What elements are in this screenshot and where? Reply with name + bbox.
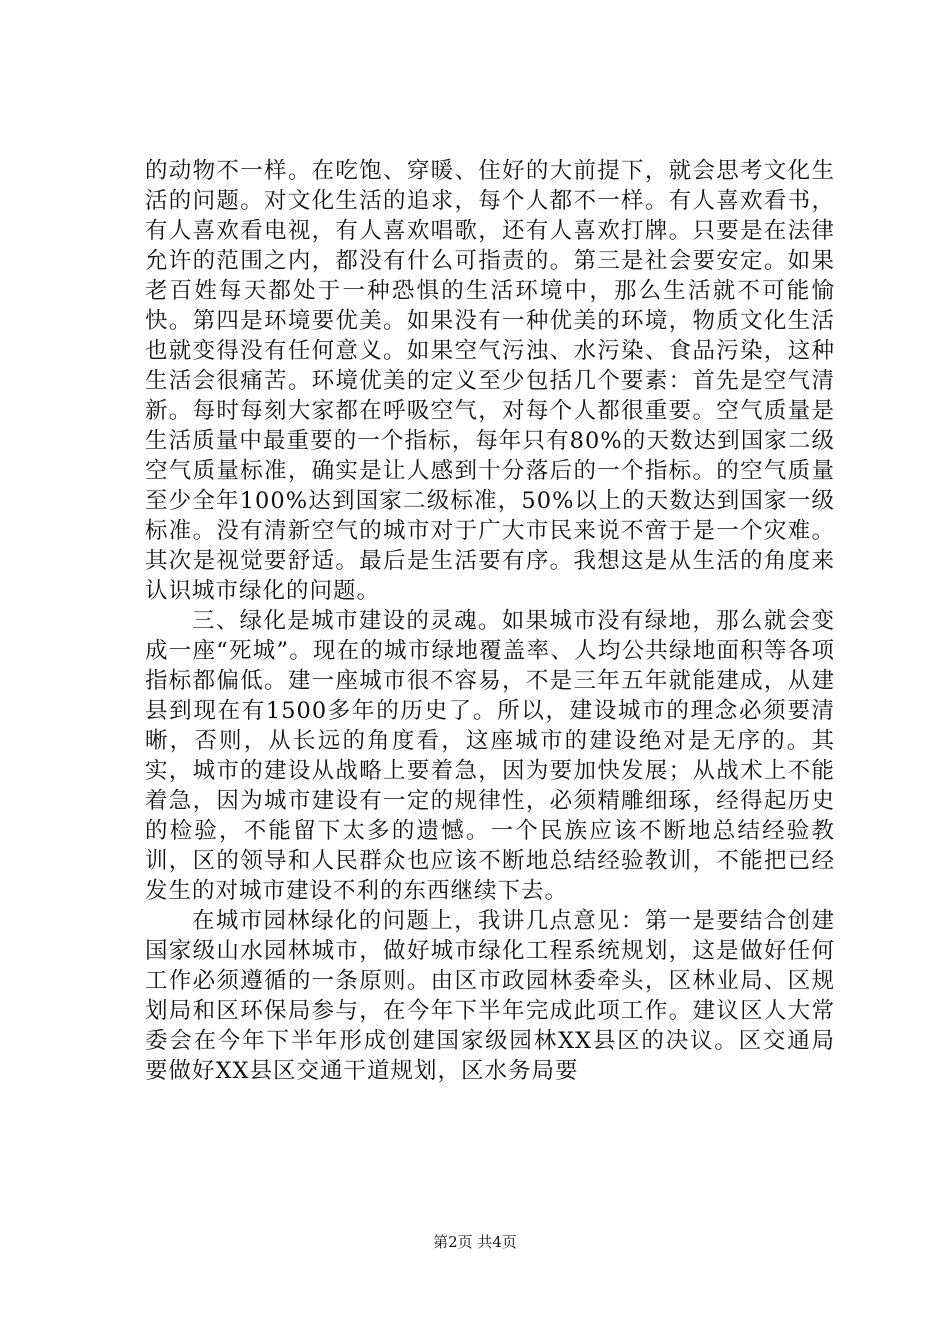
paragraph-2: 三、绿化是城市建设的灵魂。如果城市没有绿地，那么就会变成一座“死城”。现在的城市绿地覆盖率、人均公共绿地面积等各项指标都偏低。建一座城市很不容易，不是三年五年就能建成，从建县到现在有1500多年的历史了。所以，建设城市的理念必须要清晰，否则，从长远的角度看，这座城市的建设绝对是无序的。其实，城市的建设从战略上要着急，因为要加快发展；从战术上不能着急，因为城市建设有一定的规律性，必须精雕细琢，经得起历史的检验，不能留下太多的遗憾。一个民族应该不断地总结经验教训，区的领导和人民群众也应该不断地总结经验教训，不能把已经发生的对城市建设不利的东西继续下去。	[145, 608, 835, 904]
document-body	[145, 156, 835, 1086]
paragraph-1: 的动物不一样。在吃饱、穿暖、住好的大前提下，就会思考文化生活的问题。对文化生活的追求，每个人都不一样。有人喜欢看书，有人喜欢看电视，有人喜欢唱歌，还有人喜欢打牌。只要是在法律允许的范围之内，都没有什么可指责的。第三是社会要安定。如果老百姓每天都处于一种恐惧的生活环境中，那么生活就不可能愉快。第四是环境要优美。如果没有一种优美的环境，物质文化生活也就变得没有任何意义。如果空气污浊、水污染、食品污染，这种生活会很痛苦。环境优美的定义至少包括几个要素：首先是空气清新。每时每刻大家都在呼吸空气，对每个人都很重要。空气质量是生活质量中最重要的一个指标，每年只有80%的天数达到国家二级空气质量标准，确实是让人感到十分落后的一个指标。的空气质量至少全年100%达到国家二级标准，50%以上的天数达到国家一级标准。没有清新空气的城市对于广大市民来说不啻于是一个灾难。其次是视觉要舒适。最后是生活要有序。我想这是从生活的角度来认识城市绿化的问题。	[145, 158, 835, 604]
paragraph-3: 在城市园林绿化的问题上，我讲几点意见：第一是要结合创建国家级山水园林城市，做好城市绿化工程系统规划，这是做好任何工作必须遵循的一条原则。由区市政园林委牵头，区林业局、区规划局和区环保局参与，在今年下半年完成此项工作。建议区人大常委会在今年下半年形成创建国家级园林XX县区的决议。区交通局要做好XX县区交通干道规划，区水务局要	[145, 908, 835, 1084]
page-footer: 第2页 共4页	[433, 1233, 517, 1251]
